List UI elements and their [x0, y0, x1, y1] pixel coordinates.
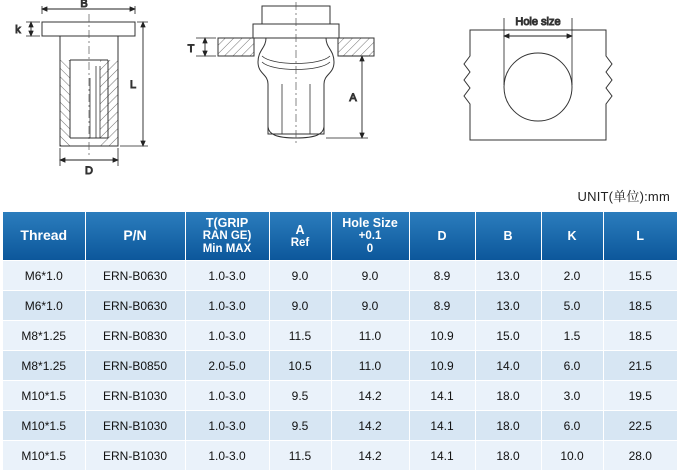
table-cell: 8.9 — [409, 291, 475, 321]
table-cell: 2.0 — [541, 261, 603, 291]
col-header-hole-tol-lower: 0 — [366, 243, 374, 255]
table-cell: 10.5 — [269, 351, 331, 381]
table-cell: 1.0-3.0 — [185, 261, 269, 291]
left-drawing-group — [15, 0, 148, 177]
col-header-d-label: D — [437, 229, 447, 243]
table-cell: M6*1.0 — [3, 291, 85, 321]
col-header-a-label: A — [295, 222, 305, 237]
dim-label-B: B — [80, 0, 88, 10]
table-cell: 8.9 — [409, 261, 475, 291]
unit-note: UNIT(单位):mm — [577, 189, 670, 204]
table-cell: 18.0 — [475, 441, 541, 471]
col-header-l — [603, 212, 677, 261]
table-cell: 1.0-3.0 — [185, 291, 269, 321]
table-row — [3, 261, 677, 291]
table-cell: 18.5 — [603, 321, 677, 351]
col-header-grip-line1: T(GRIP — [205, 216, 249, 231]
table-cell: 11.5 — [269, 441, 331, 471]
table-cell: 11.0 — [331, 321, 409, 351]
col-header-a-sub: Ref — [290, 236, 310, 249]
table-cell: 14.1 — [409, 441, 475, 471]
technical-drawings — [0, 0, 680, 190]
table-cell: M8*1.25 — [3, 321, 85, 351]
table-cell: 9.0 — [269, 291, 331, 321]
table-cell: 1.0-3.0 — [185, 321, 269, 351]
table-cell: 14.2 — [331, 441, 409, 471]
table-cell: 1.5 — [541, 321, 603, 351]
col-header-a — [269, 212, 331, 261]
table-cell: M6*1.0 — [3, 261, 85, 291]
table-cell: 18.0 — [475, 411, 541, 441]
table-cell: 11.0 — [331, 351, 409, 381]
table-cell: ERN-B0830 — [85, 321, 185, 351]
dim-label-k: k — [15, 24, 21, 36]
table-cell: 28.0 — [603, 441, 677, 471]
col-header-grip-line3: Min MAX — [202, 243, 252, 255]
table-cell: 9.5 — [269, 381, 331, 411]
dim-label-hole-size: Hole size — [515, 16, 561, 28]
table-cell: 5.0 — [541, 291, 603, 321]
table-cell: M10*1.5 — [3, 411, 85, 441]
middle-drawing-group — [188, 2, 374, 146]
table-cell: M8*1.25 — [3, 351, 85, 381]
table-cell: 2.0-5.0 — [185, 351, 269, 381]
dim-label-A: A — [349, 92, 357, 104]
table-cell: 14.0 — [475, 351, 541, 381]
table-cell: 15.0 — [475, 321, 541, 351]
col-header-hole-label: Hole Size — [342, 216, 398, 231]
table-cell: 9.0 — [331, 261, 409, 291]
col-header-thread-label: Thread — [20, 227, 68, 244]
col-header-thread — [3, 212, 85, 261]
table-cell: 14.1 — [409, 411, 475, 441]
table-cell: 19.5 — [603, 381, 677, 411]
table-cell: ERN-B0630 — [85, 261, 185, 291]
spec-table-body — [3, 261, 677, 471]
col-header-grip-line2: RAN GE) — [202, 230, 252, 243]
dim-label-D: D — [85, 165, 93, 177]
table-cell: 21.5 — [603, 351, 677, 381]
col-header-b — [475, 212, 541, 261]
table-cell: 14.2 — [331, 381, 409, 411]
col-header-k — [541, 212, 603, 261]
table-cell: 6.0 — [541, 351, 603, 381]
dim-label-L: L — [129, 79, 137, 91]
col-header-grip-range — [185, 212, 269, 261]
table-cell: 18.0 — [475, 381, 541, 411]
table-cell: 10.9 — [409, 351, 475, 381]
table-cell: 14.2 — [331, 411, 409, 441]
col-header-b-label: B — [503, 229, 513, 243]
table-cell: 13.0 — [475, 291, 541, 321]
table-header-row — [3, 212, 677, 261]
table-row — [3, 321, 677, 351]
table-row — [3, 411, 677, 441]
spec-table-container — [3, 212, 677, 471]
table-cell: M10*1.5 — [3, 441, 85, 471]
table-cell: 22.5 — [603, 411, 677, 441]
table-cell: 1.0-3.0 — [185, 381, 269, 411]
table-cell: 1.0-3.0 — [185, 411, 269, 441]
table-cell: 6.0 — [541, 411, 603, 441]
spec-table — [3, 212, 677, 471]
table-cell: 14.1 — [409, 381, 475, 411]
dim-label-T: T — [187, 43, 195, 55]
table-cell: 3.0 — [541, 381, 603, 411]
col-header-k-label: K — [567, 229, 577, 243]
table-cell: M10*1.5 — [3, 381, 85, 411]
col-header-d — [409, 212, 475, 261]
table-cell: 15.5 — [603, 261, 677, 291]
right-drawing-group — [464, 16, 612, 140]
table-cell: ERN-B1030 — [85, 441, 185, 471]
table-cell: ERN-B1030 — [85, 411, 185, 441]
col-header-pn — [85, 212, 185, 261]
table-cell: 13.0 — [475, 261, 541, 291]
table-cell: ERN-B0630 — [85, 291, 185, 321]
table-cell: 9.5 — [269, 411, 331, 441]
table-row — [3, 441, 677, 471]
table-row — [3, 291, 677, 321]
table-cell: ERN-B0850 — [85, 351, 185, 381]
table-cell: 10.0 — [541, 441, 603, 471]
col-header-pn-label: P/N — [123, 227, 147, 244]
col-header-hole-size — [331, 212, 409, 261]
table-cell: 10.9 — [409, 321, 475, 351]
table-cell: 18.5 — [603, 291, 677, 321]
table-row — [3, 351, 677, 381]
col-header-l-label: L — [636, 229, 645, 243]
table-cell: 9.0 — [269, 261, 331, 291]
col-header-hole-tol-upper: +0.1 — [358, 230, 382, 243]
table-cell: 1.0-3.0 — [185, 441, 269, 471]
table-cell: ERN-B1030 — [85, 381, 185, 411]
table-cell: 11.5 — [269, 321, 331, 351]
table-row — [3, 381, 677, 411]
table-cell: 9.0 — [331, 291, 409, 321]
